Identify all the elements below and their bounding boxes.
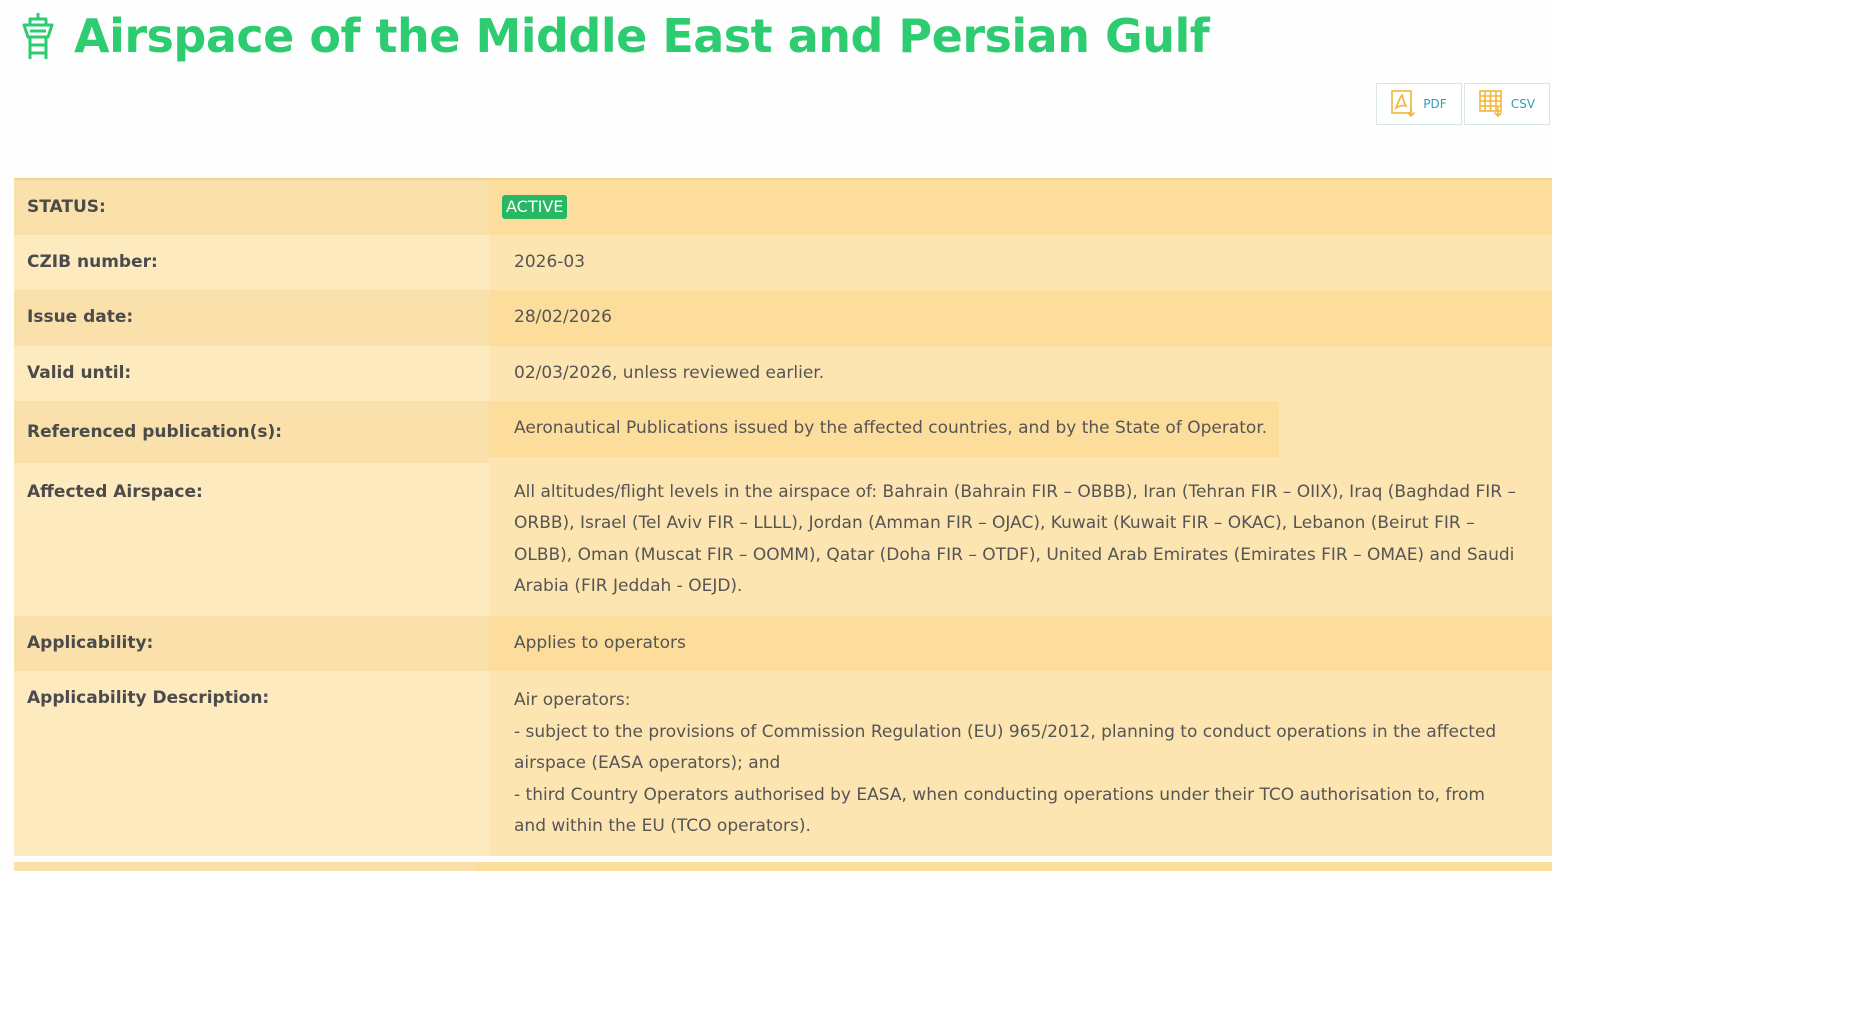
next-row-label-cell — [14, 862, 476, 871]
airspace-value-cell — [489, 463, 1552, 616]
page-title: Airspace of the Middle East and Persian Gulf — [74, 9, 1210, 63]
valid-until-value: 02/03/2026, unless reviewed earlier. — [514, 362, 825, 383]
export-pdf-button[interactable] — [1376, 83, 1462, 125]
applicability-label: Applicability: — [27, 632, 154, 653]
applicability-value: Applies to operators — [514, 632, 686, 653]
affected-airspace-value: All altitudes/flight levels in the airspace of: Bahrain (Bahrain FIR – OBBB), Iran (Tehran FIR – OIIX), Iraq (Baghdad FIR – ORBB), Israel (Tel Aviv FIR – LLLL), Jordan (Amman FIR – OJAC), Kuwait (Kuwait FIR – OKAC), Lebanon (Beirut FIR – OLBB), Oman (Muscat FIR – OOMM), Qatar (Doha FIR – OTDF), United Arab Emirates (Emirates FIR – OMAE) and Saudi Arabia (FIR Jeddah - OEJD). — [514, 481, 1516, 596]
czib-number-label: CZIB number: — [27, 251, 158, 272]
next-row-value-cell — [476, 862, 1552, 871]
status-badge: ACTIVE — [502, 195, 567, 219]
table-row — [14, 616, 1552, 672]
valid-label-cell — [14, 346, 489, 402]
referenced-publications-box — [489, 401, 1279, 457]
issue-value-cell — [489, 290, 1552, 346]
status-label: STATUS: — [27, 197, 106, 217]
applicability-description-line: - subject to the provisions of Commission Regulation (EU) 965/2012, planning to conduct operations in the affected airspace (EASA operators); and — [514, 721, 1497, 773]
table-row — [14, 290, 1552, 346]
refpub-value-cell — [489, 401, 1552, 463]
referenced-publications-value: Aeronautical Publications issued by the affected countries, and by the State of Operator. — [514, 418, 1268, 438]
applicability-description-line: - third Country Operators authorised by EASA, when conducting operations under their TCO authorisation to, from and within the EU (TCO operators). — [514, 784, 1485, 836]
next-table-row-partial — [14, 862, 1552, 871]
czib-label-cell — [14, 235, 489, 291]
control-tower-icon — [18, 11, 58, 61]
export-pdf-label: PDF — [1423, 97, 1447, 111]
affected-airspace-label: Affected Airspace: — [27, 481, 203, 502]
applicability-label-cell — [14, 616, 489, 672]
page-header — [18, 8, 1209, 64]
table-row — [14, 671, 1552, 856]
table-row — [14, 179, 1552, 235]
czib-number-value: 2026-03 — [514, 251, 586, 272]
pdf-download-icon — [1391, 90, 1417, 118]
issue-label-cell — [14, 290, 489, 346]
table-row — [14, 401, 1552, 463]
export-csv-label: CSV — [1510, 97, 1536, 111]
applicability-value-cell — [489, 616, 1552, 672]
issue-date-value: 28/02/2026 — [514, 307, 612, 327]
airspace-label-cell — [14, 463, 489, 616]
appdesc-value-cell — [489, 671, 1552, 856]
table-row — [14, 463, 1552, 616]
valid-value-cell — [489, 346, 1552, 402]
applicability-description-line: Air operators: — [514, 690, 631, 710]
status-value-cell — [489, 179, 1552, 235]
status-label-cell — [14, 179, 489, 235]
refpub-label-cell — [14, 401, 489, 463]
appdesc-label-cell — [14, 671, 489, 856]
czib-value-cell — [489, 235, 1552, 291]
czib-details-table — [14, 178, 1552, 856]
issue-date-label: Issue date: — [27, 307, 134, 327]
table-row — [14, 346, 1552, 402]
csv-download-icon — [1479, 90, 1505, 118]
table-row — [14, 235, 1552, 291]
export-csv-button[interactable] — [1464, 83, 1550, 125]
valid-until-label: Valid until: — [27, 362, 132, 383]
export-toolbar — [1376, 83, 1552, 125]
referenced-publications-label: Referenced publication(s): — [27, 422, 283, 442]
applicability-description-label: Applicability Description: — [27, 688, 270, 708]
